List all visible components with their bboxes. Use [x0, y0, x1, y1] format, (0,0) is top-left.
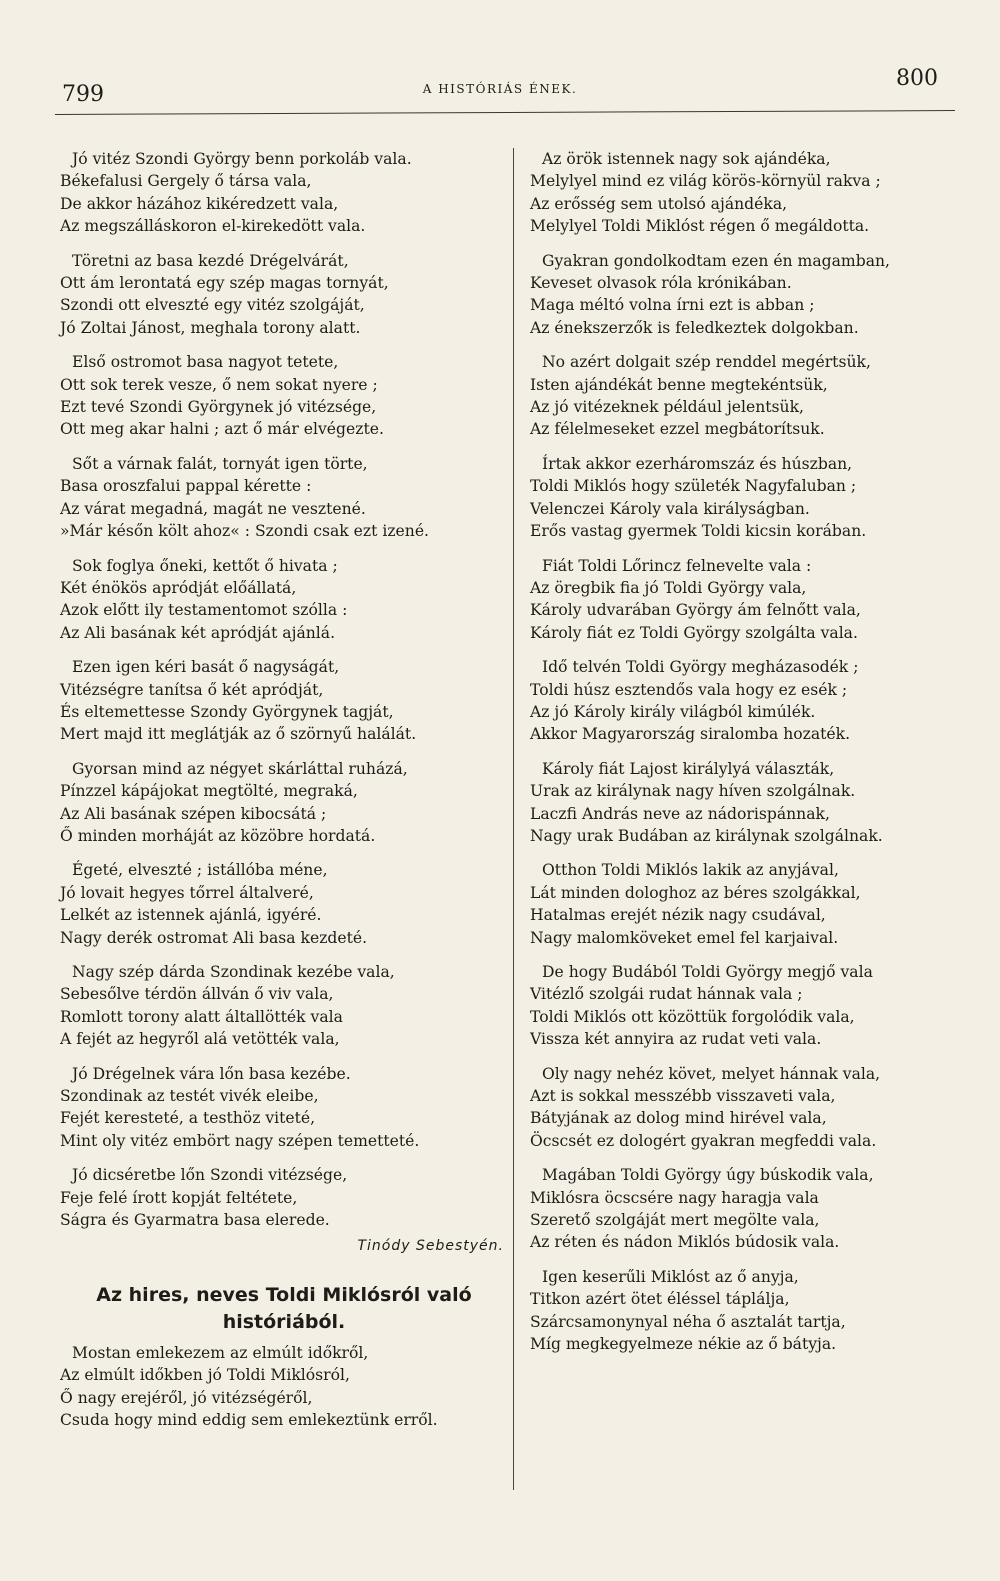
verse-line: Az örök istennek nagy sok ajándéka,	[542, 150, 831, 168]
verse-line: Akkor Magyarország siralomba hozaték.	[530, 725, 851, 744]
author-signature: Tinódy Sebestyén.	[357, 1238, 504, 1255]
verse-line: Erős vastag gyermek Toldi kicsin korában.	[530, 522, 867, 541]
stanza	[60, 555, 508, 645]
stanza	[530, 961, 962, 1051]
verse-line: De hogy Budából Toldi György megjő vala	[542, 963, 873, 981]
verse-line: Írtak akkor ezerháromszáz és húszban,	[542, 454, 853, 473]
verse-line: Pínzzel kápájokat megtölté, megraká,	[60, 782, 358, 801]
verse-line: Ezen igen kéri basát ő nagyságát,	[72, 658, 340, 677]
verse-line: No azért dolgait szép renddel megértsük,	[542, 353, 871, 372]
verse-line: Velenczei Károly vala királyságban.	[530, 499, 810, 518]
verse-line: Az megszálláskoron el-kirekedött vala.	[60, 217, 366, 236]
verse-line: Az erősség sem utolsó ajándéka,	[530, 194, 788, 213]
stanza	[60, 859, 508, 949]
verse-line: Csuda hogy mind eddig sem emlekeztünk erről.	[60, 1411, 438, 1430]
stanza	[60, 148, 508, 238]
verse-line: Sebesőlve térdön állván ő viv vala,	[60, 985, 334, 1004]
poem-tinody-szondi	[60, 148, 508, 1231]
verse-line: És eltemettesse Szondy Györgynek tagját,	[60, 702, 394, 721]
stanza	[60, 1164, 508, 1231]
stanza	[60, 1342, 508, 1432]
verse-line: Keveset olvasok róla krónikában.	[530, 274, 792, 293]
stanza	[60, 758, 508, 848]
verse-line: Az jó Károly király világból kimúlék.	[530, 702, 816, 721]
section-title-line: históriából.	[222, 1310, 346, 1333]
verse-line: Az Ali basának két apródját ajánlá.	[60, 623, 336, 642]
page-header	[0, 0, 1000, 120]
verse-line: Ő minden morháját az közöbre hordatá.	[60, 826, 376, 845]
page-number-left: 799	[62, 82, 104, 107]
verse-line: Békefalusi Gergely ő társa vala,	[60, 172, 312, 191]
verse-line: Ságra és Gyarmatra basa elerede.	[60, 1211, 330, 1230]
stanza	[60, 1063, 508, 1153]
verse-line: Azok előtt ily testamentomot szólla :	[60, 601, 348, 620]
stanza	[60, 656, 508, 746]
verse-line: Károly fiát Lajost királylyá választák,	[542, 759, 835, 778]
stanza	[530, 1266, 962, 1356]
verse-line: Urak az királynak nagy híven szolgálnak.	[530, 782, 856, 801]
verse-line: Nagy urak Budában az királynak szolgálnak.	[530, 826, 883, 845]
verse-line: Jó lovait hegyes tőrrel általveré,	[60, 883, 314, 902]
verse-line: Károly fiát ez Toldi György szolgálta vala.	[530, 623, 858, 642]
verse-line: Otthon Toldi Miklós lakik az anyjával,	[542, 861, 839, 880]
verse-line: Töretni az basa kezdé Drégelvárát,	[72, 251, 349, 270]
verse-line: Károly udvarában György ám felnőtt vala,	[530, 601, 861, 620]
verse-line: Öcscsét ez dologért gyakran megfeddi vala.	[530, 1131, 877, 1150]
verse-line: Maga méltó volna írni ezt is abban ;	[530, 296, 815, 315]
verse-line: Az várat megadná, magát ne vesztené.	[60, 499, 366, 518]
stanza	[60, 961, 508, 1051]
section-title-line: Az hires, neves Toldi Miklósról való	[96, 1283, 472, 1306]
verse-line: Idő telvén Toldi György megházasodék ;	[542, 658, 859, 677]
verse-line: Első ostromot basa nagyot tetete,	[72, 353, 339, 372]
verse-line: Vitézlő szolgái rudat hánnak vala ;	[530, 985, 803, 1004]
verse-line: Titkon azért ötet éléssel táplálja,	[530, 1290, 790, 1309]
verse-line: Az Ali basának szépen kibocsátá ;	[60, 804, 327, 823]
verse-line: Oly nagy nehéz követ, melyet hánnak vala,	[542, 1064, 881, 1083]
verse-line: Két énökös apródját előállatá,	[60, 578, 297, 597]
verse-line: Jó dicséretbe lőn Szondi vitézsége,	[72, 1166, 348, 1185]
verse-line: Mert majd itt meglátják az ő szörnyű halálát.	[60, 725, 417, 744]
verse-line: Melylyel mind ez világ körös-környül rakva ;	[530, 172, 881, 191]
column-divider	[513, 148, 514, 1490]
verse-line: Fiát Toldi Lőrincz felnevelte vala :	[542, 556, 812, 575]
verse-line: Melylyel Toldi Miklóst régen ő megáldotta.	[530, 217, 870, 236]
verse-line: Égeté, elveszté ; istállóba méne,	[72, 861, 328, 880]
stanza	[60, 351, 508, 441]
stanza	[530, 453, 962, 543]
stanza	[530, 351, 962, 441]
verse-line: Az réten és nádon Miklós búdosik vala.	[530, 1233, 840, 1252]
verse-line: Sőt a várnak falát, tornyát igen törte,	[72, 454, 368, 473]
verse-line: Az elmúlt időkben jó Toldi Miklósról,	[60, 1366, 350, 1385]
stanza	[530, 250, 962, 340]
verse-line: »Már későn költ ahoz« : Szondi csak ezt izené.	[60, 522, 430, 541]
stanza	[530, 1063, 962, 1153]
stanza	[530, 1164, 962, 1254]
verse-line: Gyakran gondolkodtam ezen én magamban,	[542, 251, 890, 270]
verse-line: A fejét az hegyről alá vetötték vala,	[60, 1030, 340, 1049]
verse-line: Lát minden dologhoz az béres szolgákkal,	[530, 883, 861, 902]
verse-line: Hatalmas erejét nézik nagy csudával,	[530, 906, 826, 925]
stanza	[530, 148, 962, 238]
verse-line: Ott sok terek vesze, ő nem sokat nyere ;	[60, 375, 378, 394]
verse-line: Nagy derék ostromat Ali basa kezdeté.	[60, 928, 368, 947]
stanza	[60, 453, 508, 543]
verse-line: Romlott torony alatt általlötték vala	[60, 1007, 343, 1026]
verse-line: Az énekszerzők is feledkeztek dolgokban.	[530, 318, 859, 337]
verse-line: Magában Toldi György úgy búskodik vala,	[542, 1166, 874, 1185]
verse-line: Laczfi András neve az nádorispánnak,	[530, 804, 830, 823]
right-column	[530, 148, 962, 1368]
running-title: A HISTÓRIÁS ÉNEK.	[422, 82, 578, 96]
verse-line: Toldi Miklós hogy születék Nagyfaluban ;	[530, 477, 857, 496]
verse-line: Toldi húsz esztendős vala hogy ez esék ;	[530, 680, 848, 699]
verse-line: Sok foglya őneki, kettőt ő hivata ;	[72, 556, 338, 575]
verse-line: Vitézségre tanítsa ő két apródját,	[60, 680, 324, 699]
stanza	[60, 250, 508, 340]
verse-line: Szondi ott elveszté egy vitéz szolgáját,	[60, 296, 365, 315]
verse-line: Ott ám lerontatá egy szép magas tornyát,	[60, 274, 389, 293]
verse-line: Bátyjának az dolog mind hirével vala,	[530, 1109, 827, 1128]
verse-line: Toldi Miklós ott közöttük forgolódik vala,	[530, 1007, 855, 1026]
poem-toldi	[530, 148, 962, 1356]
verse-line: Azt is sokkal messzébb visszaveti vala,	[530, 1087, 836, 1106]
header-rule	[55, 110, 955, 115]
verse-line: De akkor házához kikéredzett vala,	[60, 194, 339, 213]
verse-line: Szárcsamonynyal néha ő asztalát tartja,	[530, 1312, 846, 1331]
left-column	[60, 148, 508, 1444]
verse-line: Fejét keresteté, a testhöz viteté,	[60, 1109, 316, 1128]
verse-line: Mostan emlekezem az elmúlt időkről,	[72, 1343, 369, 1362]
verse-line: Ezt tevé Szondi Györgynek jó vitézsége,	[60, 398, 377, 417]
verse-line: Az félelmeseket ezzel megbátorítsuk.	[530, 420, 825, 439]
verse-line: Az jó vitézeknek például jelentsük,	[530, 398, 804, 417]
verse-line: Szondinak az testét vivék eleibe,	[60, 1087, 319, 1106]
verse-line: Mint oly vitéz embört nagy szépen temetteté.	[60, 1131, 420, 1150]
verse-line: Lelkét az istennek ajánlá, igyéré.	[60, 906, 322, 925]
verse-line: Isten ajándékát benne megtekéntsük,	[530, 375, 828, 394]
verse-line: Szerető szolgáját mert megölte vala,	[530, 1211, 820, 1230]
verse-line: Jó vitéz Szondi György benn porkoláb vala.	[72, 150, 412, 168]
stanza	[530, 656, 962, 746]
verse-line: Vissza két annyira az rudat veti vala.	[530, 1030, 822, 1049]
poem-toldi-intro	[60, 1342, 508, 1432]
verse-line: Jó Zoltai Jánost, meghala torony alatt.	[60, 318, 361, 337]
verse-line: Míg megkegyelmeze nékie az ő bátyja.	[530, 1335, 837, 1354]
stanza	[530, 859, 962, 949]
verse-line: Nagy szép dárda Szondinak kezébe vala,	[72, 963, 395, 981]
verse-line: Igen keserűli Miklóst az ő anyja,	[542, 1267, 799, 1286]
verse-line: Az öregbik fia jó Toldi György vala,	[530, 578, 807, 597]
verse-line: Ott meg akar halni ; azt ő már elvégezte.	[60, 420, 384, 439]
verse-line: Nagy malomköveket emel fel karjaival.	[530, 928, 839, 947]
stanza	[530, 758, 962, 848]
page-number-right: 800	[896, 66, 938, 91]
verse-line: Gyorsan mind az négyet skárláttal ruházá,	[72, 759, 408, 778]
verse-line: Feje felé írott kopját feltétete,	[60, 1188, 298, 1207]
verse-line: Jó Drégelnek vára lőn basa kezébe.	[72, 1064, 351, 1083]
verse-line: Miklósra öcscsére nagy haragja vala	[530, 1188, 819, 1207]
verse-line: Ő nagy erejéről, jó vitézségéről,	[60, 1388, 313, 1407]
section-title	[60, 1282, 508, 1336]
verse-line: Basa oroszfalui pappal kérette :	[60, 477, 312, 496]
stanza	[530, 555, 962, 645]
